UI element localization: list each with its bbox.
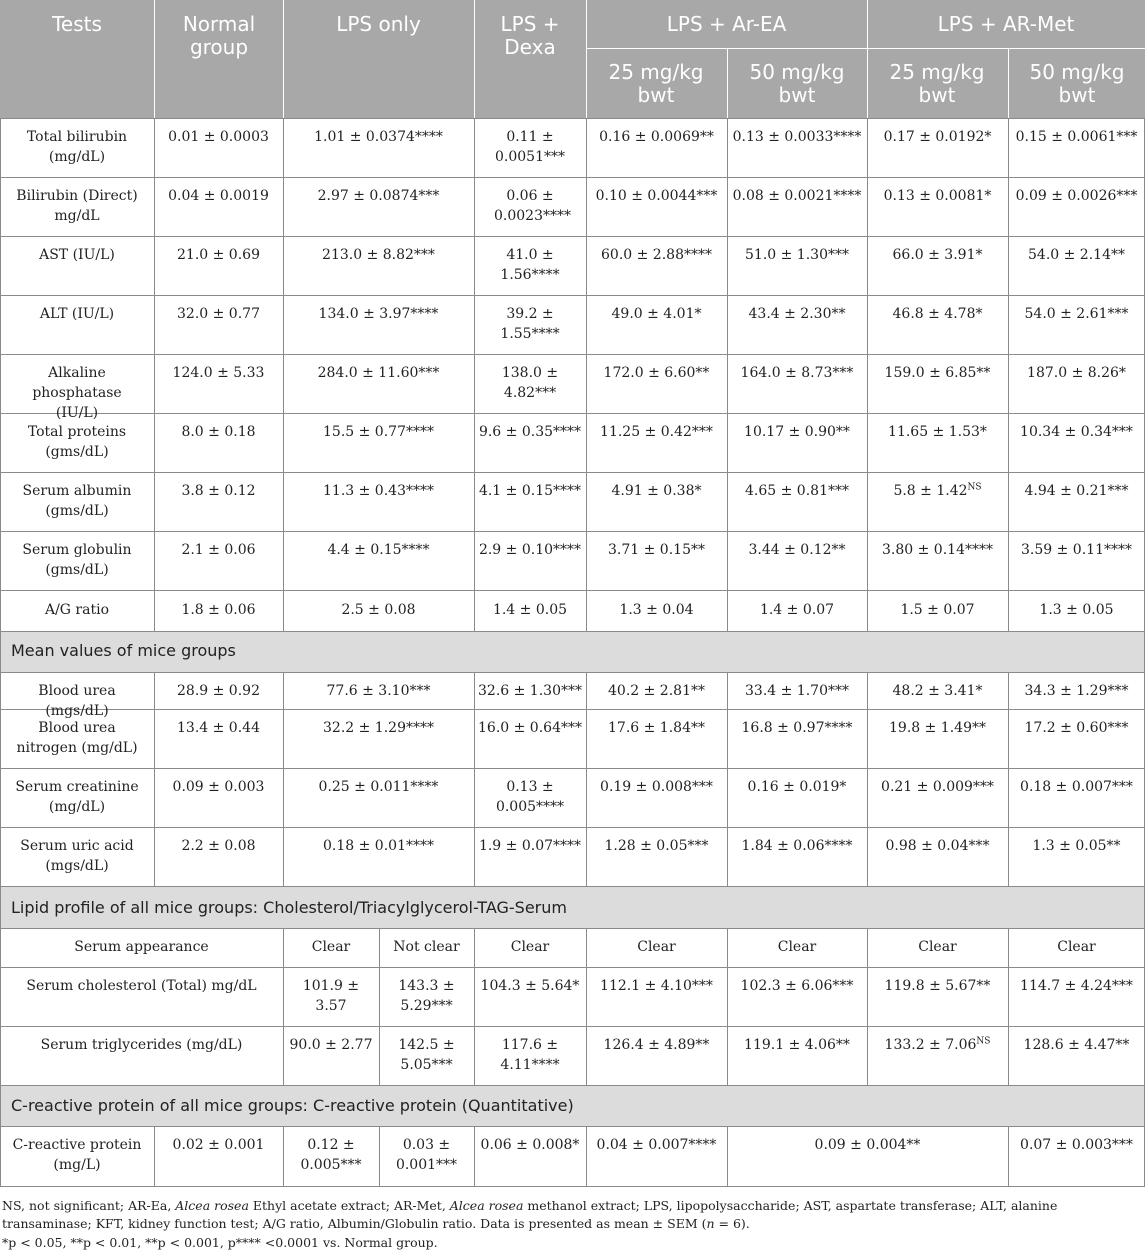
cell-ea25: 40.2 ± 2.81** bbox=[608, 683, 705, 699]
cell-met50: 54.0 ± 2.14** bbox=[1028, 247, 1125, 263]
cell-dexa: 39.2 ± 1.55**** bbox=[500, 306, 560, 342]
cell-lps: Not clear bbox=[393, 939, 460, 955]
cell-dexa: 2.9 ± 0.10**** bbox=[478, 542, 582, 558]
cell-lps: 134.0 ± 3.97**** bbox=[318, 306, 439, 322]
cell-test: A/G ratio bbox=[44, 602, 110, 618]
cell-met25 bbox=[867, 1035, 1008, 1055]
cell-dexa: 0.11 ± 0.0051*** bbox=[495, 129, 565, 165]
cell-dexa: 32.6 ± 1.30*** bbox=[478, 683, 582, 699]
cell-dexa: 41.0 ± 1.56**** bbox=[500, 247, 560, 283]
cell-value: 133.2 ± 7.06 bbox=[884, 1037, 977, 1053]
cell-ea50: 119.1 ± 4.06** bbox=[744, 1037, 850, 1053]
footnote-species: Alcea rosea bbox=[175, 1198, 249, 1213]
cell-ea25: 172.0 ± 6.60** bbox=[603, 365, 710, 381]
cell-ea25: 1.3 ± 0.04 bbox=[619, 602, 694, 618]
cell-ea50: 4.65 ± 0.81*** bbox=[745, 483, 849, 499]
cell-ea50: 43.4 ± 2.30** bbox=[748, 306, 846, 322]
row-divider bbox=[0, 672, 1145, 673]
cell-lps: 2.97 ± 0.0874*** bbox=[317, 188, 440, 204]
cell-met25: 0.98 ± 0.04*** bbox=[885, 838, 990, 854]
cell-ea25: 126.4 ± 4.89** bbox=[603, 1037, 710, 1053]
cell-ea50: 10.17 ± 0.90** bbox=[744, 424, 850, 440]
footnote-species: Alcea rosea bbox=[449, 1198, 524, 1213]
ns-marker: NS bbox=[976, 1036, 991, 1047]
header-ea-50: 50 mg/kg bwt bbox=[749, 60, 845, 107]
cell-normal: 2.1 ± 0.06 bbox=[181, 542, 256, 558]
cell-ea50: 51.0 ± 1.30*** bbox=[745, 247, 849, 263]
footnote-text: Ethyl acetate extract; AR-Met, bbox=[248, 1198, 450, 1213]
cell-test: Serum globulin (gms/dL) bbox=[22, 542, 132, 578]
cell-dexa: 1.4 ± 0.05 bbox=[492, 602, 568, 618]
header-lps-dexa: LPS + Dexa bbox=[500, 12, 560, 59]
col-divider bbox=[379, 1126, 380, 1186]
cell-dexa: 0.13 ± 0.005**** bbox=[495, 779, 565, 815]
cell-ea25: 0.16 ± 0.0069** bbox=[599, 129, 714, 145]
section-title-crp: C-reactive protein of all mice groups: C-reactive protein (Quantitative) bbox=[11, 1096, 574, 1115]
cell-met50: Clear bbox=[1057, 939, 1096, 955]
cell-met25: 0.13 ± 0.0081* bbox=[883, 188, 992, 204]
cell-test: Blood urea nitrogen (mg/dL) bbox=[16, 720, 138, 756]
cell-met50: 34.3 ± 1.29*** bbox=[1024, 683, 1129, 699]
row-divider bbox=[0, 967, 1145, 968]
header-lps-only: LPS only bbox=[336, 12, 421, 36]
row-divider bbox=[0, 827, 1145, 828]
cell-met50: 0.15 ± 0.0061*** bbox=[1015, 129, 1138, 145]
cell-normal: 0.09 ± 0.003 bbox=[172, 779, 265, 795]
row-divider bbox=[0, 354, 1145, 355]
header-met-50: 50 mg/kg bwt bbox=[1029, 60, 1125, 107]
row-divider bbox=[0, 1186, 1145, 1187]
cell-test: Alkaline phosphatase (IU/L) bbox=[32, 365, 122, 421]
cell-normal: 101.9 ± 3.57 bbox=[302, 978, 360, 1014]
cell-test: Serum appearance bbox=[74, 939, 209, 955]
cell-normal: 32.0 ± 0.77 bbox=[177, 306, 260, 322]
header-tests: Tests bbox=[52, 12, 102, 36]
row-divider bbox=[0, 118, 1145, 119]
cell-ea50: 0.08 ± 0.0021**** bbox=[732, 188, 862, 204]
cell-ea25: 60.0 ± 2.88**** bbox=[601, 247, 712, 263]
cell-ea25: 17.6 ± 1.84** bbox=[608, 720, 705, 736]
row-divider bbox=[0, 413, 1145, 414]
header-normal-group: Normal group bbox=[182, 12, 256, 59]
row-divider bbox=[0, 768, 1145, 769]
cell-ea25: 1.28 ± 0.05*** bbox=[604, 838, 709, 854]
cell-test: Serum cholesterol (Total) mg/dL bbox=[26, 978, 257, 994]
cell-normal: 0.02 ± 0.001 bbox=[172, 1137, 265, 1153]
footnote-text: methanol extract; LPS, lipopolysaccharide; AST, aspartate transferase; ALT, alanine transaminase; KFT, kidney function test; A/G ratio, Albumin/Globulin ratio. Data is presented as mean ± SEM ( bbox=[2, 1198, 1058, 1231]
cell-lps: 11.3 ± 0.43**** bbox=[323, 483, 434, 499]
cell-dexa: 0.06 ± 0.0023**** bbox=[494, 188, 571, 224]
cell-met25: 119.8 ± 5.67** bbox=[884, 978, 991, 994]
footnote-abbreviations bbox=[2, 1197, 1142, 1233]
footnote-n: n bbox=[706, 1216, 715, 1231]
col-divider bbox=[283, 1126, 284, 1186]
cell-ea25: 4.91 ± 0.38* bbox=[611, 483, 702, 499]
cell-ea50: 3.44 ± 0.12** bbox=[748, 542, 846, 558]
cell-lps: 143.3 ± 5.29*** bbox=[398, 978, 455, 1014]
cell-test: C-reactive protein (mg/L) bbox=[12, 1137, 142, 1173]
cell-normal: 21.0 ± 0.69 bbox=[177, 247, 260, 263]
cell-normal: 13.4 ± 0.44 bbox=[177, 720, 260, 736]
header-divider bbox=[154, 0, 155, 118]
section-title-lipid: Lipid profile of all mice groups: Cholesterol/Triacylglycerol-TAG-Serum bbox=[11, 898, 567, 917]
cell-ea50: 0.04 ± 0.007**** bbox=[596, 1137, 717, 1153]
cell-lps: 284.0 ± 11.60*** bbox=[317, 365, 440, 381]
cell-lps: 1.01 ± 0.0374**** bbox=[314, 129, 443, 145]
row-divider bbox=[0, 295, 1145, 296]
cell-met50: 0.18 ± 0.007*** bbox=[1020, 779, 1133, 795]
cell-met50: 1.3 ± 0.05 bbox=[1039, 602, 1114, 618]
cell-dexa: 9.6 ± 0.35**** bbox=[478, 424, 582, 440]
cell-normal: 3.8 ± 0.12 bbox=[181, 483, 256, 499]
cell-met50: 128.6 ± 4.47** bbox=[1023, 1037, 1130, 1053]
cell-ea50: 102.3 ± 6.06*** bbox=[740, 978, 854, 994]
cell-met50: 10.34 ± 0.34*** bbox=[1020, 424, 1133, 440]
cell-normal: Clear bbox=[311, 939, 351, 955]
cell-dexa: Clear bbox=[510, 939, 550, 955]
cell-test: Blood urea (mgs/dL) bbox=[38, 683, 116, 719]
footnote-text: = 6). bbox=[714, 1216, 750, 1231]
cell-lps: 15.5 ± 0.77**** bbox=[323, 424, 434, 440]
header-lps-ar-ea: LPS + Ar-EA bbox=[666, 12, 787, 36]
ns-marker: NS bbox=[967, 482, 982, 493]
cell-met50: 54.0 ± 2.61*** bbox=[1024, 306, 1129, 322]
header-divider bbox=[727, 48, 728, 118]
cell-normal: 124.0 ± 5.33 bbox=[172, 365, 265, 381]
cell-test: Bilirubin (Direct) mg/dL bbox=[16, 188, 138, 224]
row-divider bbox=[0, 928, 1145, 929]
cell-lps: 4.4 ± 0.15**** bbox=[327, 542, 430, 558]
cell-lps: 77.6 ± 3.10*** bbox=[326, 683, 431, 699]
cell-ea50: Clear bbox=[777, 939, 817, 955]
header-divider bbox=[1008, 48, 1009, 118]
cell-test: Serum albumin (gms/dL) bbox=[22, 483, 132, 519]
cell-normal: 28.9 ± 0.92 bbox=[177, 683, 260, 699]
cell-met25: 159.0 ± 6.85** bbox=[884, 365, 991, 381]
cell-ea25: 0.10 ± 0.0044*** bbox=[595, 188, 718, 204]
cell-dexa: 0.03 ± 0.001*** bbox=[395, 1137, 458, 1173]
cell-normal: 2.2 ± 0.08 bbox=[181, 838, 256, 854]
cell-met25: 3.80 ± 0.14**** bbox=[882, 542, 993, 558]
cell-test: Total proteins (gms/dL) bbox=[27, 424, 127, 460]
cell-dexa: 1.9 ± 0.07**** bbox=[478, 838, 582, 854]
cell-lps: 0.12 ± 0.005*** bbox=[300, 1137, 362, 1173]
cell-ea50: 16.8 ± 0.97**** bbox=[741, 720, 853, 736]
cell-lps: 2.5 ± 0.08 bbox=[341, 602, 416, 618]
cell-met50: 3.59 ± 0.11**** bbox=[1021, 542, 1132, 558]
header-divider bbox=[474, 0, 475, 118]
cell-ea25: 49.0 ± 4.01* bbox=[611, 306, 702, 322]
cell-test: Serum triglycerides (mg/dL) bbox=[40, 1037, 243, 1053]
cell-ea50: 0.16 ± 0.019* bbox=[747, 779, 847, 795]
cell-dexa: 117.6 ± 4.11**** bbox=[500, 1037, 560, 1073]
cell-ea25: Clear bbox=[637, 939, 676, 955]
cell-met25: 0.17 ± 0.0192* bbox=[883, 129, 992, 145]
cell-normal: 0.04 ± 0.0019 bbox=[168, 188, 269, 204]
cell-test: Total bilirubin (mg/dL) bbox=[26, 129, 128, 165]
cell-normal: 0.01 ± 0.0003 bbox=[168, 129, 269, 145]
cell-test: Serum uric acid (mgs/dL) bbox=[20, 838, 134, 874]
cell-met25: 11.65 ± 1.53* bbox=[888, 424, 987, 440]
header-ea-25: 25 mg/kg bwt bbox=[608, 60, 704, 107]
cell-met50: 114.7 ± 4.24*** bbox=[1020, 978, 1133, 994]
cell-ea25: 0.19 ± 0.008*** bbox=[600, 779, 713, 795]
cell-ea25: 112.1 ± 4.10*** bbox=[600, 978, 713, 994]
cell-ea50: 1.4 ± 0.07 bbox=[759, 602, 835, 618]
cell-ea50: 33.4 ± 1.70*** bbox=[745, 683, 849, 699]
cell-normal: 90.0 ± 2.77 bbox=[289, 1037, 373, 1053]
cell-lps: 0.25 ± 0.011**** bbox=[318, 779, 439, 795]
cell-ea25: 0.06 ± 0.008* bbox=[480, 1137, 580, 1153]
row-divider bbox=[0, 177, 1145, 178]
cell-met25: 0.09 ± 0.004** bbox=[814, 1137, 921, 1153]
header-lps-ar-met: LPS + AR-Met bbox=[937, 12, 1075, 36]
footnote-significance: *p < 0.05, **p < 0.01, **p < 0.001, p**** <0.0001 vs. Normal group. bbox=[2, 1235, 438, 1250]
row-divider bbox=[0, 590, 1145, 591]
cell-met25: 0.21 ± 0.009*** bbox=[881, 779, 994, 795]
cell-ea25: 3.71 ± 0.15** bbox=[608, 542, 705, 558]
row-divider bbox=[0, 1026, 1145, 1027]
cell-test: AST (IU/L) bbox=[39, 247, 115, 263]
footnote-text: NS, not significant; AR-Ea, bbox=[2, 1198, 176, 1213]
cell-ea50: 0.13 ± 0.0033**** bbox=[732, 129, 862, 145]
cell-test: Serum creatinine (mg/dL) bbox=[15, 779, 139, 815]
cell-normal: 8.0 ± 0.18 bbox=[181, 424, 256, 440]
cell-normal: 1.8 ± 0.06 bbox=[181, 602, 256, 618]
header-divider bbox=[586, 48, 1145, 49]
cell-met50: 0.09 ± 0.0026*** bbox=[1015, 188, 1138, 204]
cell-dexa: 4.1 ± 0.15**** bbox=[478, 483, 582, 499]
cell-met25: 48.2 ± 3.41* bbox=[892, 683, 983, 699]
cell-met50: 0.07 ± 0.003*** bbox=[1020, 1137, 1133, 1153]
cell-met25: 46.8 ± 4.78* bbox=[892, 306, 983, 322]
cell-value: 5.8 ± 1.42 bbox=[893, 483, 968, 499]
cell-met25: 19.8 ± 1.49** bbox=[889, 720, 986, 736]
cell-ea25: 11.25 ± 0.42*** bbox=[600, 424, 713, 440]
cell-ea50: 1.84 ± 0.06**** bbox=[741, 838, 853, 854]
row-divider bbox=[0, 531, 1145, 532]
row-divider bbox=[0, 236, 1145, 237]
section-title-kidney: Mean values of mice groups bbox=[11, 641, 236, 660]
header-met-25: 25 mg/kg bwt bbox=[889, 60, 985, 107]
cell-dexa: 104.3 ± 5.64* bbox=[480, 978, 580, 994]
row-divider bbox=[0, 472, 1145, 473]
cell-dexa: 138.0 ± 4.82*** bbox=[501, 365, 559, 401]
cell-met50: 1.3 ± 0.05** bbox=[1032, 838, 1121, 854]
cell-ea50: 164.0 ± 8.73*** bbox=[740, 365, 854, 381]
row-divider bbox=[0, 1126, 1145, 1127]
cell-lps: 0.18 ± 0.01**** bbox=[323, 838, 434, 854]
row-divider bbox=[0, 709, 1145, 710]
cell-met50: 17.2 ± 0.60*** bbox=[1024, 720, 1129, 736]
cell-test: ALT (IU/L) bbox=[39, 306, 115, 322]
cell-met50: 187.0 ± 8.26* bbox=[1027, 365, 1126, 381]
cell-lps: 213.0 ± 8.82*** bbox=[322, 247, 435, 263]
cell-dexa: 16.0 ± 0.64*** bbox=[478, 720, 582, 736]
cell-met25: Clear bbox=[918, 939, 957, 955]
cell-met25: 1.5 ± 0.07 bbox=[900, 602, 975, 618]
cell-met25: 66.0 ± 3.91* bbox=[892, 247, 983, 263]
cell-lps: 32.2 ± 1.29**** bbox=[323, 720, 434, 736]
cell-met50: 4.94 ± 0.21*** bbox=[1024, 483, 1129, 499]
cell-met25 bbox=[867, 481, 1008, 501]
cell-lps: 142.5 ± 5.05*** bbox=[398, 1037, 455, 1073]
